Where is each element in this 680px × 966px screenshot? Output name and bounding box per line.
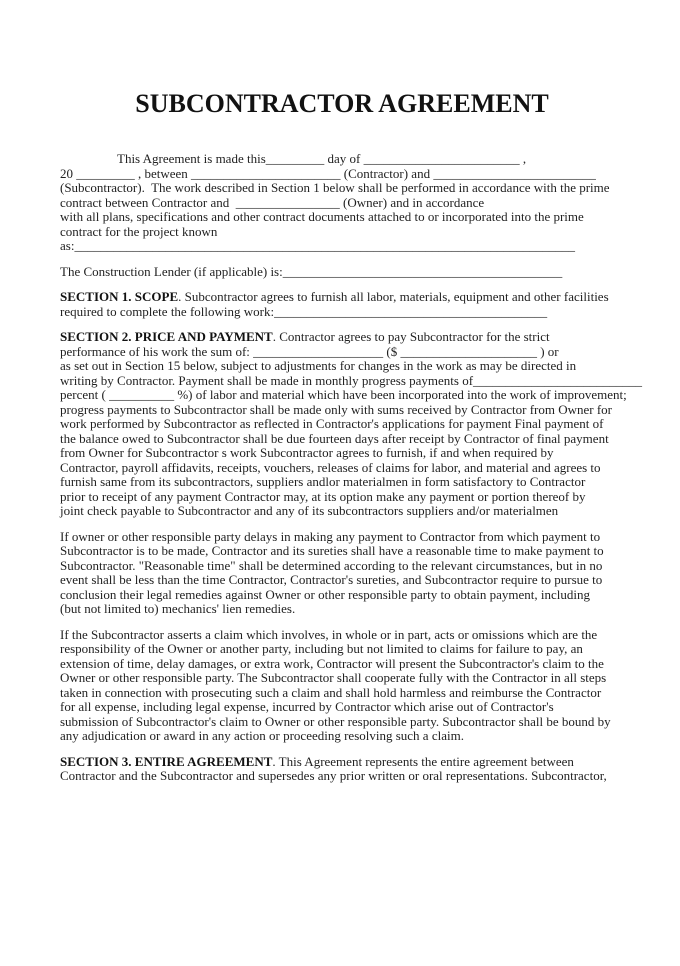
section-3-body: . This Agreement represents the entire agreement between Contractor and the Subcontractor and supersedes any prior written or oral representations. Subcontractor,: [60, 753, 607, 783]
paragraph-subcontractor-claims: If the Subcontractor asserts a claim which involves, in whole or in part, acts or omissions which are the responsibility of the Owner or another party, including but not limited to claims for failure to pay, an extension of time, delay damages, or extra work, Contractor will present the Subcontractor's claim to the Owner or other responsible party. The Subcontractor shall cooperate fully with the Contractor in all steps taken in connection with prosecuting such a claim and shall hold harmless and reimburse the Contractor for all expense, including legal expense, incurred by Contractor which arise out of Contractor's submission of Subcontractor's claim to Owner or other responsible party. Subcontractor shall be bound by any adjudication or award in any action or proceeding resolving such a claim.: [60, 626, 611, 743]
section-1-heading: SECTION 1. SCOPE: [60, 289, 179, 304]
paragraph-section-1-scope: [60, 290, 624, 319]
paragraph-intro: This Agreement is made this_________ day of ________________________ , 20 _________ , between _______________________ (Contractor) and _________________________ (Subcontractor). The work described in Section 1 below shall be performed in accordance with the prime contract between Contractor and ________________ (Owner) and in accordance with all plans, specifications and other contract documents attached to or incorporated into the prime contract for the project known as:_____________________________________________________________________________: [60, 151, 610, 253]
paragraph-section-2-price-and-payment: [60, 329, 643, 519]
section-1-body: . Subcontractor agrees to furnish all labor, materials, equipment and other facilities required to complete the following work:__________________________________________: [60, 289, 609, 319]
section-3-heading: SECTION 3. ENTIRE AGREEMENT: [60, 753, 273, 769]
section-2-body: . Contractor agrees to pay Subcontractor for the strict performance of his work the sum of: ____________________ ($ _____________________ ) or as set out in Section 15 below, subject to adjustments for changes in the work as may be directed in writing by Contractor. Payment shall be made in monthly progress payments of__________________________ percent ( __________ %) of labor and material which have been incorporated into the work of improvement; progress payments to Subcontractor shall be made only with sums received by Contractor from Owner for work performed by Subcontractor as reflected in Contractor's applications for payment Final payment of the balance owed to Subcontractor shall be due fourteen days after receipt by Contractor of final payment from Owner for Subcontractor s work Subcontractor agrees to furnish, if and when required by Contractor, payroll affidavits, receipts, vouchers, releases of claims for labor, and material and agrees to furnish same from its subcontractors, suppliers andlor materialmen in form satisfactory to Contractor prior to receipt of any payment Contractor may, at its option make any payment or portion thereof by joint check payable to Subcontractor and any of its subcontractors suppliers and/or materialmen: [60, 329, 643, 518]
section-2-heading: SECTION 2. PRICE AND PAYMENT: [60, 329, 273, 344]
paragraph-construction-lender: The Construction Lender (if applicable) is:___________________________________________: [60, 263, 563, 279]
paragraph-payment-delay: If owner or other responsible party delays in making any payment to Contractor from which payment to Subcontractor is to be made, Contractor and its sureties shall have a reasonable time to make payment to Subcontractor. "Reasonable time" shall be determined according to the relevant circumstances, but in no event shall be less than the time Contractor, Contractor's sureties, and Subcontractor require to pursue to conclusion their legal remedies against Owner or other responsible party to obtain payment, including (but not limited to) mechanics' lien remedies.: [60, 528, 604, 616]
paragraph-section-3-entire-agreement: [60, 755, 624, 784]
document-title: SUBCONTRACTOR AGREEMENT: [135, 89, 549, 118]
document-page: [0, 86, 680, 784]
